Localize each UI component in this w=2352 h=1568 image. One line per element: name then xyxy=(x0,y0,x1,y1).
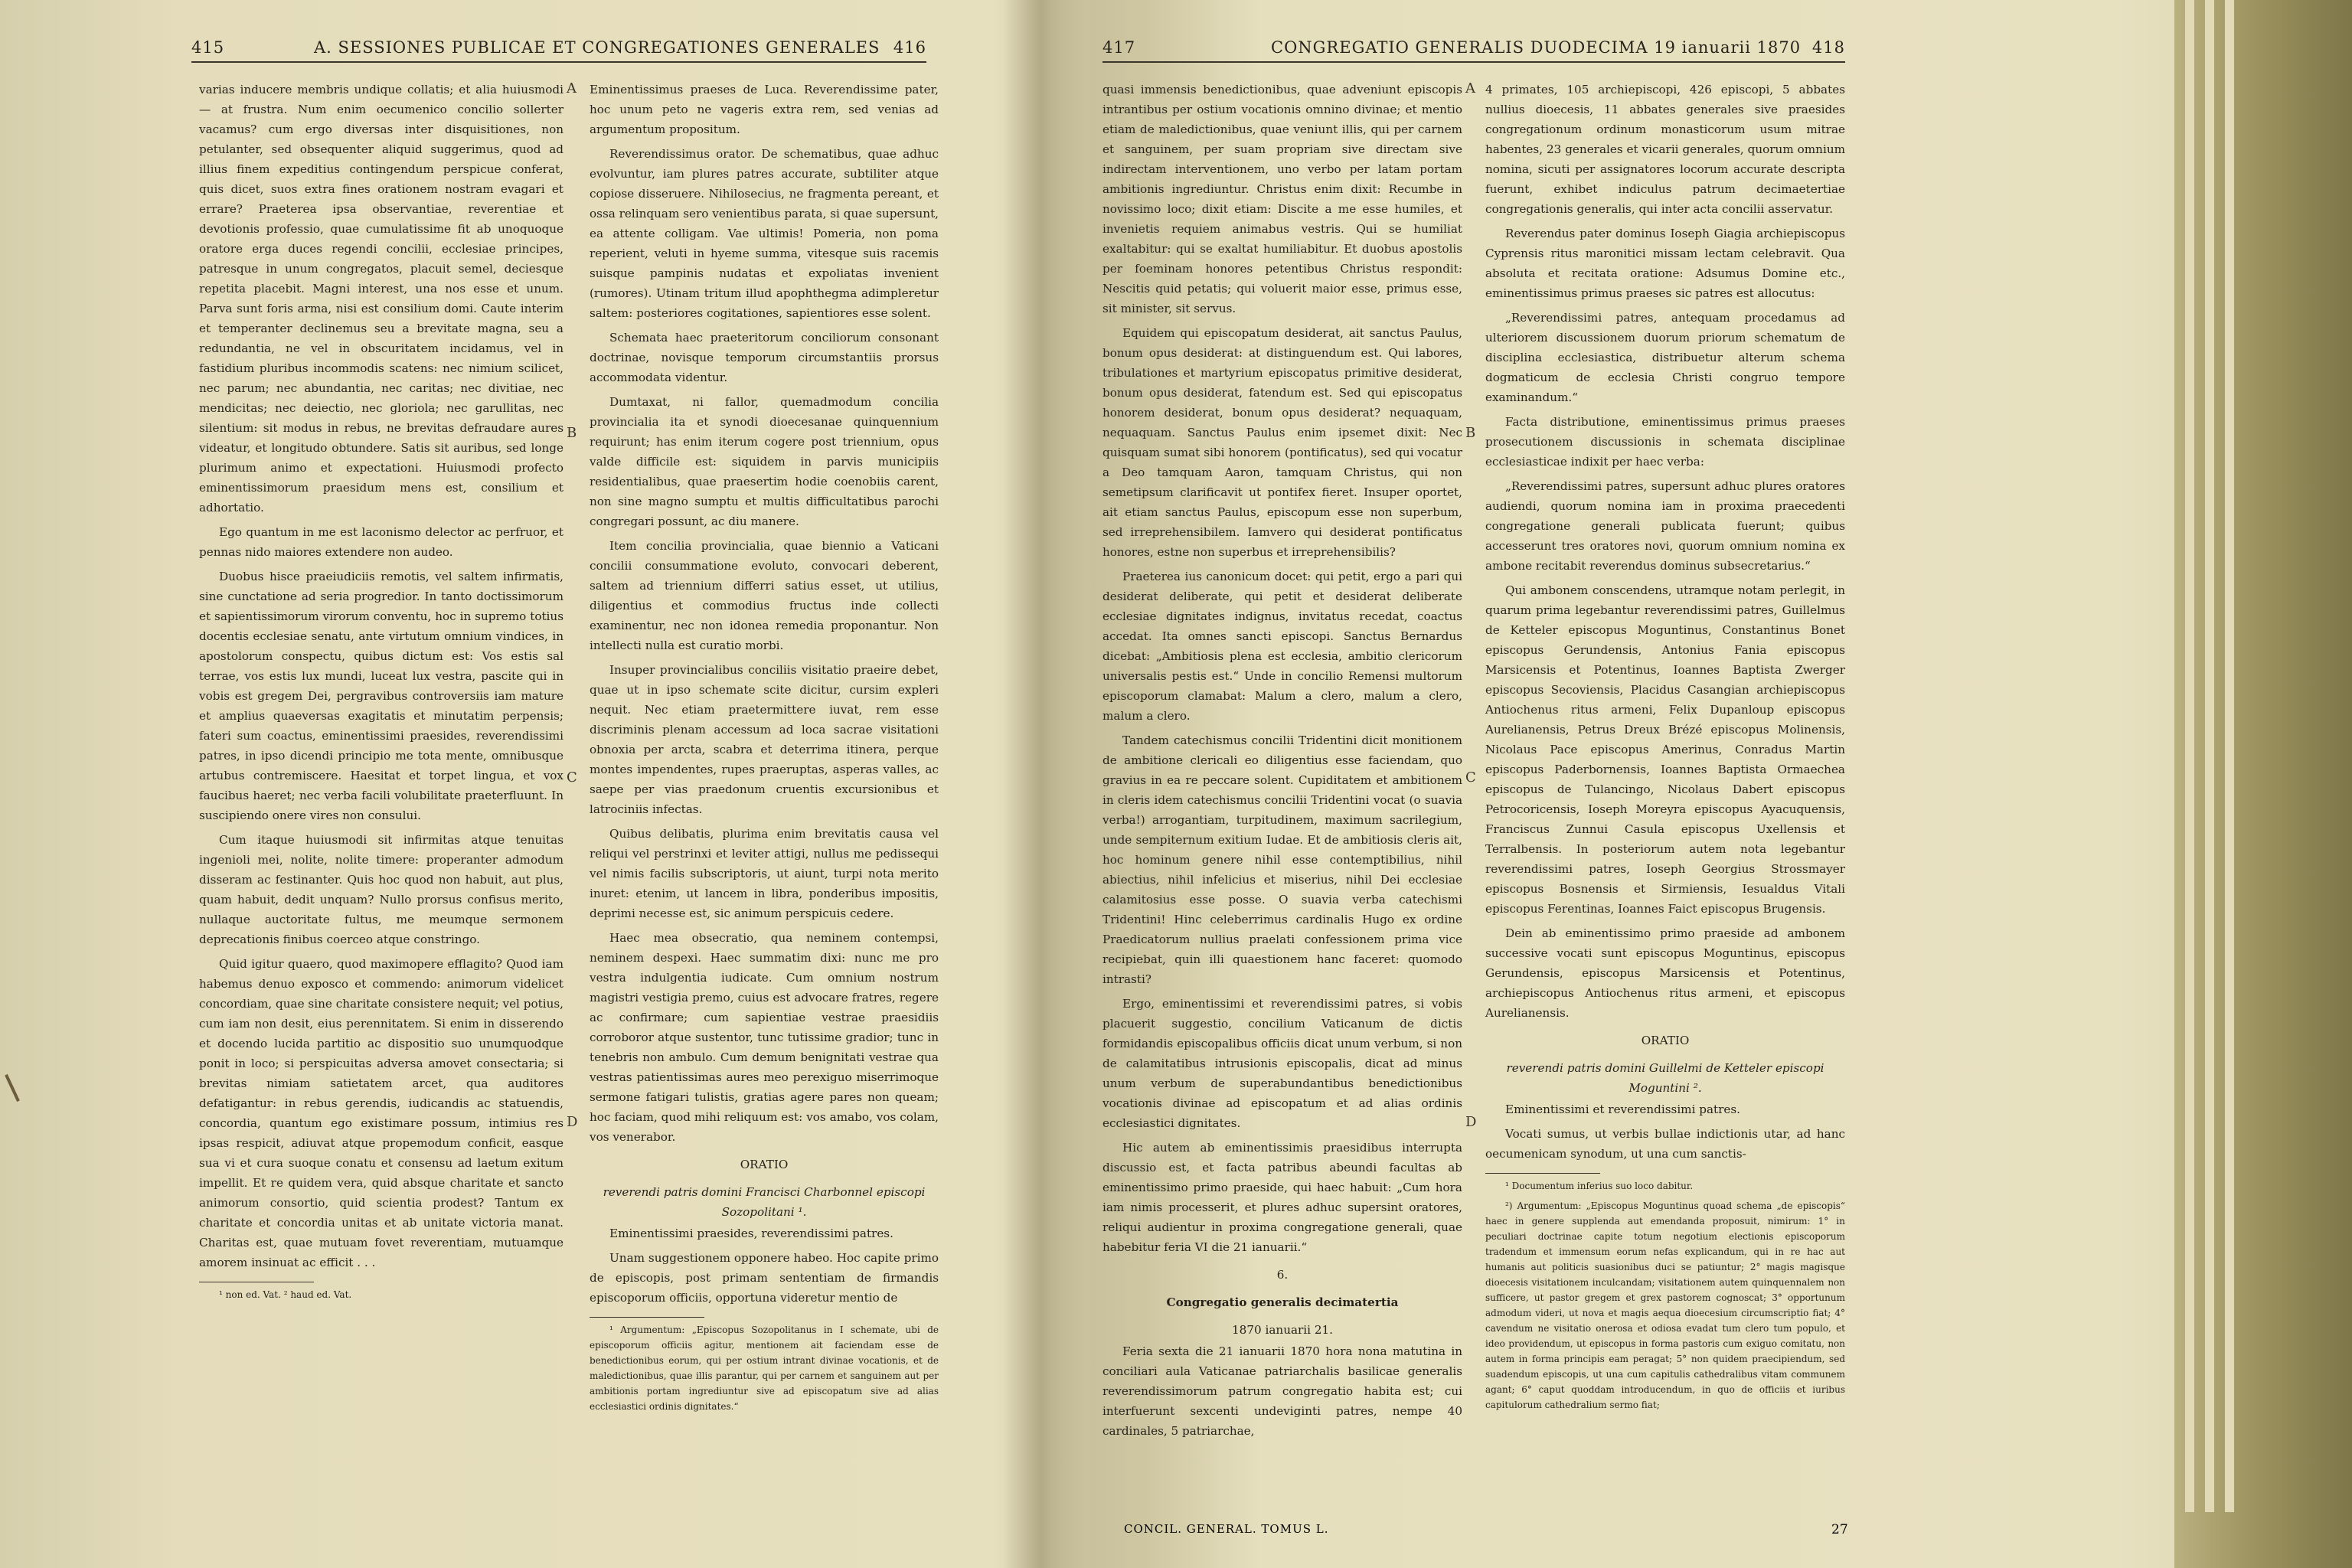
oratio-title: reverendi patris domini Guillelmi de Ketteler episcopi Moguntini ². xyxy=(1506,1061,1824,1095)
page-edges xyxy=(2174,0,2352,1568)
paragraph: Ego quantum in me est laconismo delector ac perfruor, et pennas nido maiores extendere non audeo. xyxy=(199,525,564,559)
paragraph: Haec mea obsecratio, qua neminem contempsi, neminem despexi. Haec summatim dixi: nunc me pro vestra indulgentia iudicate. Cum omnium nostrum magistri vestigia premo, cuius est advocare fratres, regere ac confirmare; cum sapientiae vestrae praesidiis corroboror atque sustentor, tunc tutissime gradior; tunc in tenebris non ambulo. Cum demum benignitati vestrae qua vestras patientissimas aures meo perexiguo miserrimoque sermone fatigari tulistis, gratias agere pares non queam; hoc faciam, quod mihi reliquum est: vos amabo, vos colam, vos venerabor. xyxy=(590,931,939,1144)
section-title: Congregatio generalis decimatertia xyxy=(1166,1295,1399,1309)
paragraph: Praeterea ius canonicum docet: qui petit, ergo a pari qui desiderat deliberate, qui petit et desiderat deliberate ecclesiae dignitates indignus, invitatus recedat, coactus accedat. Ita omnes sancti episcopi. Sanctus Bernardus dicebat: „Ambitiosis plena est ecclesia, ambitio clericorum universalis pestis est.“ Unde in concilio Remensi multorum episcoporum clamabat: Malum a clero, malum a clero, malum a clero. xyxy=(1102,570,1462,723)
paragraph: Duobus hisce praeiudiciis remotis, vel saltem infirmatis, sine cunctatione ad seria progredior. In tanto doctissimorum et sapientissimorum virorum conventu, hoc in supremo totius docentis ecclesiae senatu, ante virtutum omnium vindices, in apostolorum conspectu, quibus dictum est: Vos estis sal terrae, vos estis lux mundi, luceat lux vestra, pascite qui in vobis est gregem Dei, pergravibus controversiis iam mature et amplius quaeversas exagitatis et minutatim perpensis; fateri sum coactus, eminentissimi praesides, reverendissimi patres, in ipso dicendi principio me tota mente, omnibusque artubus contremiscere. Haesitat et torpet lingua, et vox faucibus haeret; nec verba facili volubilitate praeterfluunt. In suscipiendo onere vires non consului. xyxy=(199,570,564,822)
right-col-2 xyxy=(1485,80,1845,1417)
margin-letter-c: C xyxy=(1465,769,1476,786)
paragraph: Schemata haec praeteritorum conciliorum consonant doctrinae, novisque temporum circumstantiis prorsus accommodata videntur. xyxy=(590,331,939,384)
page-number-415: 415 xyxy=(191,38,225,57)
paragraph: Feria sexta die 21 ianuarii 1870 hora nona matutina in conciliari aula Vaticanae patriarchalis basilicae generalis reverendissimorum patrum congregatio habita est; cui interfuerunt sexcenti undeviginti patres, nempe 40 cardinales, 5 patriarchae, xyxy=(1102,1344,1462,1438)
running-title-right: CONGREGATIO GENERALIS DUODECIMA 19 ianuarii 1870 xyxy=(1271,38,1802,57)
footnote: ²) Argumentum: „Episcopus Moguntinus quoad schema „de episcopis“ haec in genere supplenda aut emendanda proposuit, nimirum: 1° in peculiari doctrinae capite totum negotium electionis episcoporum tradendum et immensum eorum nefas explicandum, qui in re hac aut humanis aut politicis suasionibus duci se patiuntur; 2° magis magisque dioecesis visitationem inculcandam; visitationem autem quinquennalem non sufficere, ut pastor gregem et grex pastorem cognoscat; 3° opportunum admodum videri, ut nova et magis aequa dioecesium circumscriptio fiat; 4° cavendum ne visitatio onerosa et odiosa evadat tum clero tum populo, et ideo providendum, ut episcopus in forma pastoris cum exiguo comitatu, non autem in forma principis eam peragat; 5° non quidem praecipiendum, sed suadendum episcopis, ut una cum capitulis cathedralibus vitam communem agant; 6° caput quoddam introducendum, in quo de officiis et iuribus capitulorum cathedralium sermo fiat; xyxy=(1485,1200,1845,1410)
paragraph: Qui ambonem conscendens, utramque notam perlegit, in quarum prima legebantur reverendissimi patres, Guillelmus de Ketteler episcopus Moguntinus, Constantinus Bonet episcopus Gerundensis, Antonius Fania episcopus Marsicensis et Potentinus, Ioannes Baptista Zwerger episcopus Secoviensis, Placidus Casangian archiepiscopus Antiochenus ritus armeni, Felix Dupanloup episcopus Aurelianensis, Petrus Dreux Brézé episcopus Molinensis, Nicolaus Pace episcopus Amerinus, Conradus Martin episcopus Paderbornensis, Ioannes Baptista Ormaechea episcopus de Tulancingo, Nicolaus Dabert episcopus Petrocoricensis, Ioseph Moreyra episcopus Ayacuquensis, Franciscus Zunnui Casula episcopus Uxellensis et Terralbensis. In posteriorum autem nota legebantur reverendissimi patres, Ioseph Georgius Strossmayer episcopus Bosnensis et Sirmiensis, Iesualdus Vitali episcopus Ferentinas, Ioannes Faict episcopus Brugensis. xyxy=(1485,583,1845,916)
paragraph: „Reverendissimi patres, antequam procedamus ad ulteriorem discussionem duorum priorum schematum de disciplina ecclesiastica, distribuetur alterum schema dogmaticum de ecclesia Christi congruo tempore examinandum.“ xyxy=(1485,311,1845,404)
paragraph: „Reverendissimi patres, supersunt adhuc plures oratores audiendi, quorum nomina iam in proxima praecedenti congregatione generali publicata fuerunt; quibus accesserunt tres oratores novi, quorum omnium nomina ex ambone recitabit reverendus dominus subsecretarius.“ xyxy=(1485,479,1845,573)
paragraph: Eminentissimi praesides, reverendissimi patres. xyxy=(609,1227,893,1240)
paragraph: varias inducere membris undique collatis; et alia huiusmodi — at frustra. Num enim oecumenico concilio sollerter vacamus? cum ergo diversas inter disquisitiones, non petulanter, sed obsequenter aliquid suggerimus, quod ad illius finem expeditius contingendum perspicue conferat, quis dicet, suos extra fines orationem nostram evagari et errare? Praeterea ipsa observantiae, reverentiae et devotionis professio, quae cumulatissime fit ab unoquoque oratore erga duces regendi concilii, ecclesiae principes, patresque in unum congregatos, placuit semel, deciesque repetita placebit. Magni interest, una nos esse et unum. Parva sunt foris arma, nisi est consilium domi. Caute interim et temperanter declinemus seu a brevitate magna, seu a redundantia, ne vel in obscuritatem incidamus, vel in fastidium pluribus incommodis scatens: nec nimium scilicet, nec parum; nec abundantia, nec caritas; nec divitiae, nec mendicitas; nec deiectio, nec gloriola; nec garullitas, nec silentium: sit modus in rebus, ne brevitas defraudare aures videatur, et longitudo obtundere. Satis sit auribus, sed longe plurimum animo et expectationi. Huiusmodi profecto eminentissimorum praesidum mens est, consilium et adhortatio. xyxy=(199,83,564,514)
left-col-1 xyxy=(199,80,564,1307)
footnote: ¹ Argumentum: „Episcopus Sozopolitanus in I schemate, ubi de episcoporum officiis agitur, mentionem ait faciendam esse de benedictionibus eorum, qui per ostium intrant divinae vocationis, et de maledictionibus, quae illis parantur, qui per carnem et sanguinem aut per ambitionis portam ingrediuntur sive ad episcopatum sive ad alias ecclesiastici ordinis dignitates.“ xyxy=(590,1325,939,1412)
paragraph: Item concilia provincialia, quae biennio a Vaticani concilii consummatione evoluto, convocari deberent, saltem ad triennium differri satius esset, ut utilius, diligentius et commodius fructus inde collecti examinentur, nec non idonea remedia proponantur. Non intellecti nulla est curatio morbi. xyxy=(590,539,939,652)
paragraph: Dein ab eminentissimo primo praeside ad ambonem successive vocati sunt episcopus Moguntinus, episcopus Gerundensis, episcopus Marsicensis et Potentinus, archiepiscopus Antiochenus ritus armeni, et episcopus Aurelianensis. xyxy=(1485,926,1845,1020)
paragraph: quasi immensis benedictionibus, quae adveniunt episcopis intrantibus per ostium vocationis omnino divinae; et mentio etiam de maledictionibus, quae veniunt illis, qui per carnem et sanguinem, per suam propriam sive directam sive indirectam interventionem, uno verbo per latam portam ambitionis ingrediuntur. Christus enim dixit: Recumbe in novissimo loco; dixit etiam: Discite a me esse humiles, et invenietis requiem animabus vestris. Qui se humiliat exaltabitur: qui se exaltat humiliabitur. Et duobus apostolis per foeminam honores petentibus Christus respondit: Nescitis quid petatis; qui voluerit maior esse, primus esse, sit minister, sit servus. xyxy=(1102,83,1462,315)
paragraph: Quibus delibatis, plurima enim brevitatis causa vel reliqui vel perstrinxi et leviter attigi, nullus me pedissequi vel nimis facilis subscriptoris, ut aiunt, turpi nota merito inuret: etenim, ut lancem in libra, ponderibus impositis, deprimi necesse est, sic animum perspicuis cedere. xyxy=(590,827,939,920)
paragraph: Insuper provincialibus conciliis visitatio praeire debet, quae ut in ipso schemate scite dicitur, cursim expleri nequit. Nec etiam praetermittere iuvat, rem esse discriminis plenam accessum ad loca sacrae visitationi obnoxia per arcta, scabra et deterrima itinera, perque montes impendentes, rupes praeruptas, asperas valles, ac saepe per vias praedonum cruentis excursionibus et latrociniis infectas. xyxy=(590,663,939,816)
oratio-heading: ORATIO xyxy=(1641,1034,1690,1047)
paragraph: Facta distributione, eminentissimus primus praeses prosecutionem discussionis in schemata disciplinae ecclesiasticae indixit per haec verba: xyxy=(1485,415,1845,469)
margin-letter-a: A xyxy=(1465,80,1475,96)
page-number-416: 416 xyxy=(893,38,926,57)
margin-letter-b: B xyxy=(567,425,577,441)
left-page xyxy=(0,0,1011,1568)
left-col-2 xyxy=(590,80,939,1419)
paragraph: Eminentissimi et reverendissimi patres. xyxy=(1505,1102,1741,1116)
paragraph: Unam suggestionem opponere habeo. Hoc capite primo de episcopis, post primam sententiam de firmandis episcoporum officiis, opportuna videretur mentio de xyxy=(590,1251,939,1305)
paragraph: Vocati sumus, ut verbis bullae indictionis utar, ad hanc oecumenicam synodum, ut una cum sanctis- xyxy=(1485,1127,1845,1161)
oratio-title: reverendi patris domini Francisci Charbonnel episcopi Sozopolitani ¹. xyxy=(603,1185,926,1219)
paragraph: Ergo, eminentissimi et reverendissimi patres, si vobis placuerit suggestio, concilium Vaticanum de dictis formidandis episcopalibus officiis dicat unum verbum, si non de calamitatibus intrusionis episcopalis, dicat ad minus unum verbum de superabundantibus benedictionibus vocationis divinae ad episcopatum et ad alias ordinis ecclesiastici dignitates. xyxy=(1102,997,1462,1130)
paragraph: Eminentissimus praeses de Luca. Reverendissime pater, hoc unum peto ne vageris extra rem, sed venias ad argumentum propositum. xyxy=(590,83,939,136)
margin-letter-d: D xyxy=(1465,1114,1477,1130)
paragraph: Quid igitur quaero, quod maximopere efflagito? Quod iam habemus denuo exposco et commendo: animorum videlicet concordiam, quae sine charitate consistere nequit; vel potius, cum iam non desit, eius perennitatem. Si enim in disserendo et docendo lucida partitio ac dispositio suo unumquodque ponit in loco; si perspicuitas adversa amovet consectaria; si brevitas nimiam satietatem arcet, qua auditores defatigantur: in rebus gerendis, iudicandis ac statuendis, concordia, quantum ego existimare possum, intimius res ipsas respicit, adiuvat atque propemodum conficit, easque sua vi et cura suoque conatu et consensu ad laetum exitum impellit. Et re quidem vera, quid absque charitate et sancto animorum consortio, quid scientia prodest? Tantum ex charitate et concordia unitas et ab unitate victoria manat. Charitas est, quae mutuam fovet reverentiam, mutuamque amorem insinuat ac efficit . . . xyxy=(199,957,564,1269)
footnote-rule xyxy=(1485,1173,1600,1174)
margin-letter-d: D xyxy=(567,1114,578,1130)
paragraph: Hic autem ab eminentissimis praesidibus interrupta discussio est, et facta patribus abeundi facultas ab eminentissimo primo praeside, qui haec habuit: „Cum hora iam nimis processerit, et plures adhuc supersint oratores, reliqui audientur in proxima congregatione generali, quae habebitur feria VI die 21 ianuarii.“ xyxy=(1102,1141,1462,1254)
section-date: 1870 ianuarii 21. xyxy=(1232,1323,1333,1337)
paragraph: Reverendissimus orator. De schematibus, quae adhuc evolvuntur, iam plures patres accurate, subtiliter atque copiose disseruere. Nihilosecius, ne fragmenta pereant, et ossa relinquam sero venientibus parata, si quae supersunt, ea attente colligam. Vae ultimis! Pomeria, non poma reperient, veluti in hyeme summa, vitesque suis racemis suisque pampinis nudatas et expoliatas invenient (rumores). Utinam tritum illud apophthegma adimpleretur saltem: posteriores cogitationes, sapientiores esse solent. xyxy=(590,147,939,320)
oratio-heading: ORATIO xyxy=(740,1158,789,1171)
paragraph: Reverendus pater dominus Ioseph Giagia archiepiscopus Cyprensis ritus maronitici missam lectam celebravit. Qua absoluta et recitata oratione: Adsumus Domine etc., eminentissimus primus praeses sic patres est allocutus: xyxy=(1485,227,1845,300)
paragraph: Equidem qui episcopatum desiderat, ait sanctus Paulus, bonum opus desiderat: at distinguendum est. Qui labores, tribulationes et martyrium episcopatus primitive desiderat, bonum opus desiderat, fatendum est. Sed qui episcopatus honorem desiderat, bonum opus desiderat? nequaquam, nequaquam. Sanctus Paulus enim ipsemet dixit: Nec quisquam sumat sibi honorem (pontificatus), sed qui vocatur a Deo tamquam Aaron, tamquam Christus, qui non semetipsum clarificavit ut pontifex fieret. Insuper oportet, ait etiam sanctus Paulus, episcopum esse non superbum, sed irreprehensibilem. Iamvero qui desiderat pontificatus honores, estne non superbus et irreprehensibilis? xyxy=(1102,326,1462,559)
right-col-1 xyxy=(1102,80,1462,1446)
margin-letter-b: B xyxy=(1465,425,1476,441)
margin-letter-c: C xyxy=(567,769,577,786)
footnote: ¹ Documentum inferius suo loco dabitur. xyxy=(1505,1181,1694,1191)
page-number-418: 418 xyxy=(1811,38,1845,57)
footnote: ¹ non ed. Vat. ² haud ed. Vat. xyxy=(219,1289,352,1300)
paragraph: Tandem catechismus concilii Tridentini dicit monitionem de ambitione clericali eo diligentius esse faciendam, quo gravius in ea re peccare solent. Cupiditatem et ambitionem in cleris idem catechismus concilii Tridentini vocat (o suavia verba!) arrogantiam, turpitudinem, maximum sacrilegium, unde sempiternum exitium Iudae. Et de ambitiosis cleris ait, hoc hominum genere nihil esse contemptibilius, nihil abiectius, nihil infelicius et miserius, nihil Dei ecclesiae calamitosius esse posse. O suavia verba catechismi Tridentini! Hinc celeberrimus cardinalis Hugo ex ordine Praedicatorum nullius praelati confessionem prima vice recipiebat, quin illi quaestionem hanc faceret: quomodo intrasti? xyxy=(1102,733,1462,986)
right-running-head xyxy=(1102,35,1845,63)
paragraph: 4 primates, 105 archiepiscopi, 426 episcopi, 5 abbates nullius dioecesis, 11 abbates generales sive praesides congregationum ordinum monasticorum usum mitrae habentes, 23 generales et vicarii generales, quorum omnium nomina, sicuti per assignatores locorum accurate descripta fuerunt, exhibet indiculus patrum decimaetertiae congregationis generalis, qui inter acta concilii asservatur. xyxy=(1485,83,1845,216)
left-running-head xyxy=(191,35,926,63)
running-title-left: A. SESSIONES PUBLICAE ET CONGREGATIONES GENERALES xyxy=(314,38,880,57)
page-number-417: 417 xyxy=(1102,38,1136,57)
footnote-rule xyxy=(590,1317,704,1318)
section-number: 6. xyxy=(1276,1268,1289,1282)
right-page xyxy=(1072,0,2174,1568)
margin-letter-a: A xyxy=(567,80,577,96)
paragraph: Cum itaque huiusmodi sit infirmitas atque tenuitas ingenioli mei, nolite, nolite timere: properanter admodum disseram ac festinanter. Quis hoc quod non habuit, aut plus, quam habuit, dedit unquam? Nullo prorsus confisus merito, nullaque auctoritate fultus, me meumque sermonem deprecationis finibus coerceo atque constringo. xyxy=(199,833,564,946)
signature-mark: CONCIL. GENERAL. TOMUS L. xyxy=(1124,1522,1329,1536)
paragraph: Dumtaxat, ni fallor, quemadmodum concilia provincialia ita et synodi dioecesanae quinquennium requirunt; has enim iterum cogere post triennium, opus valde difficile est: siquidem in parvis municipiis residentialibus, quae praesertim hodie coenobiis carent, non sine magno sumptu et multis difficultatibus parochi congregari possunt, ac diu manere. xyxy=(590,395,939,528)
signature-number: 27 xyxy=(1831,1522,1848,1537)
